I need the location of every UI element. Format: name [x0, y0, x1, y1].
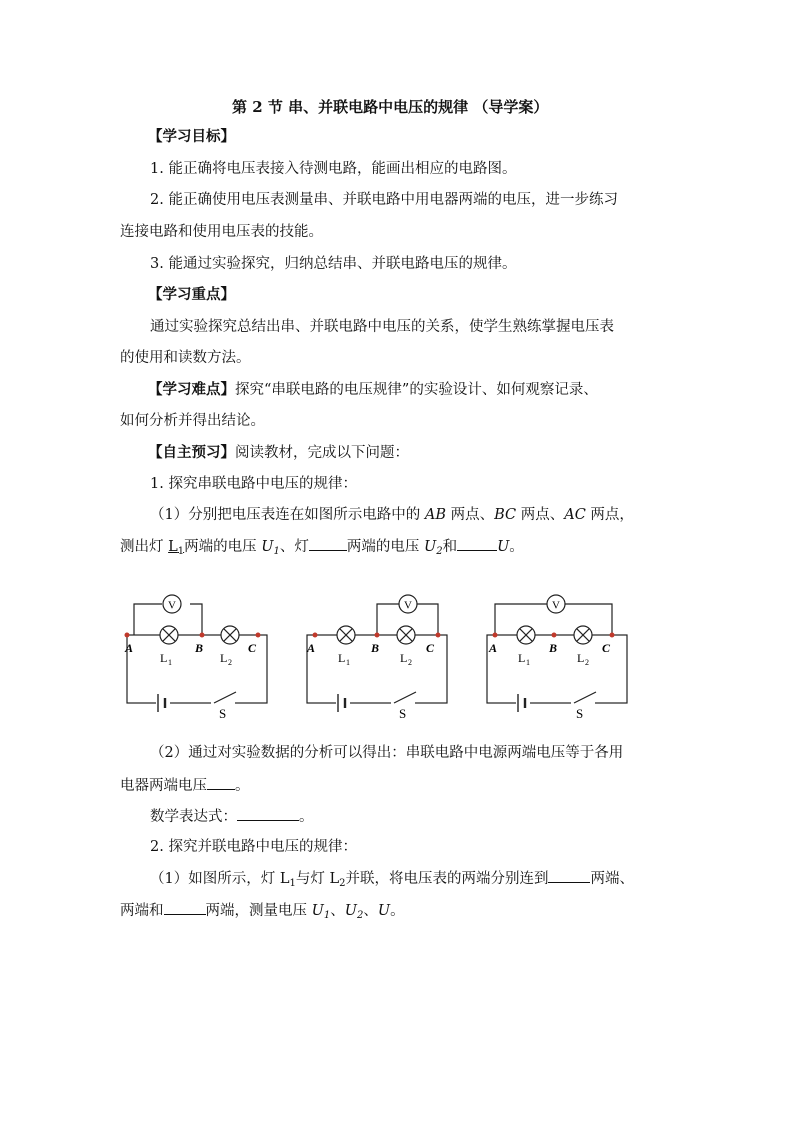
q2-1-text-g: 、 — [330, 903, 345, 919]
circuit-diagram-3 — [478, 586, 638, 718]
circuit-3-label-a: A — [489, 641, 498, 655]
circuit-3-lamp-1-sub: 1 — [526, 658, 530, 667]
circuit-2-label-c: C — [426, 641, 435, 655]
q1-1-ac: AC — [564, 507, 586, 523]
objective-3: 3. 能通过实验探究，归纳总结串、并联电路电压的规律。 — [150, 256, 517, 272]
circuit-2-lamp-2-label: L — [400, 651, 408, 665]
q2-1-text-c: 并联，将电压表的两端分别连到 — [345, 871, 549, 887]
q1-1-blank-1[interactable] — [309, 536, 347, 551]
q1-1-text-a: （1）分别把电压表连在如图所示电路中的 — [150, 507, 425, 523]
difficulty-line2: 如何分析并得出结论。 — [120, 413, 265, 429]
q1-1-bc: BC — [494, 507, 517, 523]
circuit-3-label-b: B — [549, 641, 558, 655]
q2-1-text-b: 与灯 — [295, 871, 330, 887]
circuit-3-lamp-2-label: L — [577, 651, 585, 665]
q1-1-u2: $U_2$ — [423, 539, 443, 557]
q2-1-l1: $L_1$ — [279, 871, 296, 889]
circuit-3-lamp-1-label: L — [518, 651, 526, 665]
circuit-1-point-b — [200, 633, 205, 638]
circuit-3-switch-label: S — [576, 706, 584, 718]
key-points-line1: 通过实验探究总结出串、并联电路中电压的关系，使学生熟练掌握电压表 — [150, 319, 614, 335]
circuit-1-lamp-2-label: L — [220, 651, 228, 665]
page-title: 第 2 节 串、并联电路中电压的规律 （导学案） — [232, 98, 549, 116]
question-1-2-line2 — [120, 775, 250, 796]
circuit-3-label-c: C — [602, 641, 611, 655]
circuit-2-label-a: A — [307, 641, 316, 655]
q2-1-end: 。 — [390, 903, 405, 919]
objectives-heading: 【学习目标】 — [148, 128, 235, 145]
q1-1-text-i: 和 — [442, 539, 458, 555]
circuit-2-label-b: B — [371, 641, 380, 655]
question-2: 2. 探究并联电路中电压的规律： — [150, 839, 357, 855]
q1-1-u1: $U_1$ — [261, 539, 280, 557]
q1-1-text-c: 两点、 — [516, 507, 565, 523]
circuit-1-lamp-2-sub: 2 — [228, 658, 232, 667]
question-1-1-line2 — [120, 536, 524, 557]
q2-1-text-h: 、 — [363, 903, 378, 919]
circuit-2-lamp-1-sub: 1 — [346, 658, 350, 667]
q1-1-text-e: 测出灯 — [120, 539, 169, 555]
circuit-diagram-1 — [118, 586, 278, 718]
objective-2-line1: 2. 能正确使用电压表测量串、并联电路中用电器两端的电压，进一步练习 — [150, 192, 618, 208]
q1-1-end: 。 — [509, 539, 524, 555]
q2-1-u1: $U_1$ — [311, 903, 331, 921]
q1-1-l1: $L_1$ — [168, 539, 185, 557]
circuit-2-point-a — [313, 633, 318, 638]
q1-1-ab: AB — [424, 507, 446, 523]
question-1: 1. 探究串联电路中电压的规律： — [150, 476, 357, 492]
q2-1-u2: $U_2$ — [344, 903, 364, 921]
q1-2-blank[interactable] — [207, 775, 235, 790]
math-expression-blank[interactable] — [237, 806, 299, 821]
q1-2-end: 。 — [235, 778, 250, 794]
question-2-1-line2 — [120, 900, 405, 921]
objective-1: 1. 能正确将电压表接入待测电路，能画出相应的电路图。 — [150, 161, 517, 177]
circuit-1-label-a: A — [125, 641, 134, 655]
circuit-1-meter-label: V — [168, 599, 176, 612]
difficulty-heading: 【学习难点】 — [148, 381, 235, 398]
q1-1-text-d: 两点， — [585, 507, 634, 523]
q2-1-blank-1[interactable] — [548, 868, 590, 883]
q2-1-u: U — [377, 903, 391, 919]
circuit-1-point-a — [125, 633, 130, 638]
circuit-1-point-c — [256, 633, 261, 638]
circuit-2-meter-label: V — [404, 599, 412, 612]
circuit-3-point-b — [552, 633, 557, 638]
q2-1-text-e: 两端和 — [120, 903, 164, 919]
circuit-3-point-c — [610, 633, 615, 638]
question-2-1-line1 — [150, 868, 634, 889]
q2-1-text-a: （1）如图所示，灯 — [150, 871, 280, 887]
math-expression-end: 。 — [299, 809, 314, 825]
q1-1-u: U — [497, 539, 510, 555]
q1-1-text-h: 两端的电压 — [346, 539, 424, 555]
circuit-diagram-2 — [298, 586, 458, 718]
circuit-1-label-b: B — [195, 641, 204, 655]
q2-1-l2: $L_2$ — [329, 871, 346, 889]
circuit-3-meter-label: V — [552, 599, 560, 612]
question-1-1-line1 — [150, 505, 634, 525]
objective-2-line2: 连接电路和使用电压表的技能。 — [120, 224, 323, 240]
q1-1-text-b: 两点、 — [445, 507, 495, 523]
math-expression-label: 数学表达式： — [150, 809, 237, 825]
key-points-line2: 的使用和读数方法。 — [120, 350, 251, 366]
q2-1-text-d: 两端、 — [590, 871, 634, 887]
circuit-1-lamp-1-label: L — [160, 651, 168, 665]
circuit-1-label-c: C — [248, 641, 257, 655]
key-points-heading: 【学习重点】 — [148, 286, 235, 303]
q1-1-text-f: 两端的电压 — [184, 539, 262, 555]
circuit-2-lamp-2-sub: 2 — [408, 658, 412, 667]
preview-intro: 阅读教材，完成以下问题： — [235, 445, 409, 461]
circuit-1-switch-label: S — [219, 706, 227, 718]
math-expression-line — [150, 806, 314, 827]
q1-1-text-g: 、灯 — [279, 539, 309, 555]
q1-1-blank-2[interactable] — [457, 536, 497, 551]
q2-1-blank-2[interactable] — [164, 900, 206, 915]
preview-heading: 【自主预习】 — [148, 444, 235, 461]
circuit-2-switch-label: S — [399, 706, 407, 718]
q2-1-text-f: 两端，测量电压 — [205, 903, 312, 919]
question-1-2-line1: （2）通过对实验数据的分析可以得出：串联电路中电源两端电压等于各用 — [150, 745, 624, 761]
circuit-2-point-b — [375, 633, 380, 638]
difficulty-line1 — [148, 380, 598, 400]
circuit-3-lamp-2-sub: 2 — [585, 658, 589, 667]
circuit-2-lamp-1-label: L — [338, 651, 346, 665]
difficulty-text-1: 探究“串联电路的电压规律”的实验设计、如何观察记录、 — [235, 382, 598, 398]
q1-2-text: 电器两端电压 — [120, 778, 207, 794]
circuit-1-lamp-1-sub: 1 — [168, 658, 172, 667]
preview-line — [148, 443, 409, 463]
circuit-2-point-c — [436, 633, 441, 638]
circuit-3-point-a — [493, 633, 498, 638]
